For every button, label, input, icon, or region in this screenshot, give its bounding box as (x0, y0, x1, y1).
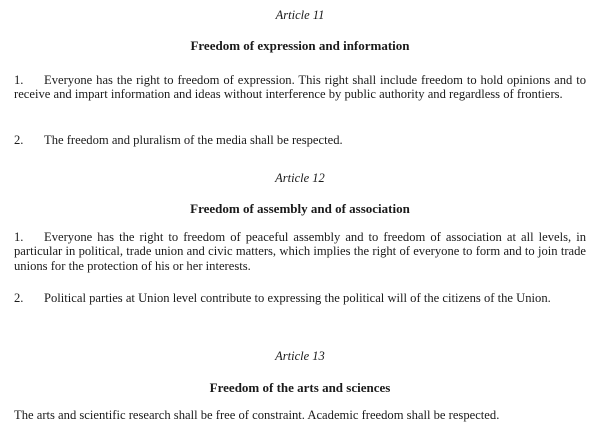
paragraph-number: 1. (14, 73, 24, 87)
paragraph-text: Everyone has the right to freedom of peaceful assembly and to freedom of association at all levels, in particular in political, trade union and civic matters, which implies the right of everyone to form and to join trade unions for the protection of his or her interests. (14, 230, 586, 273)
paragraph-number: 2. (14, 133, 24, 147)
article-paragraph (14, 230, 586, 273)
paragraph-text: The arts and scientific research shall be free of constraint. Academic freedom shall be respected. (14, 408, 500, 422)
article-12 (0, 171, 600, 305)
article-title: Freedom of expression and information (190, 38, 410, 53)
article-13 (0, 349, 600, 422)
article-paragraph (14, 291, 586, 305)
article-title: Freedom of assembly and of association (190, 201, 410, 216)
article-title: Freedom of the arts and sciences (209, 380, 391, 395)
article-number: Article 12 (275, 171, 325, 185)
article-11 (0, 8, 600, 147)
paragraph-text: Political parties at Union level contribute to expressing the political will of the citizens of the Union. (44, 291, 551, 305)
article-paragraph (14, 408, 586, 422)
paragraph-text: Everyone has the right to freedom of expression. This right shall include freedom to hold opinions and to receive and impart information and ideas without interference by public authority and regardless of frontiers. (14, 73, 586, 102)
paragraph-text: The freedom and pluralism of the media shall be respected. (44, 133, 343, 147)
article-paragraph (14, 133, 586, 147)
article-number: Article 13 (275, 349, 325, 363)
article-number: Article 11 (275, 8, 325, 22)
paragraph-number: 2. (14, 291, 24, 305)
paragraph-number: 1. (14, 230, 24, 244)
article-paragraph (14, 73, 586, 102)
